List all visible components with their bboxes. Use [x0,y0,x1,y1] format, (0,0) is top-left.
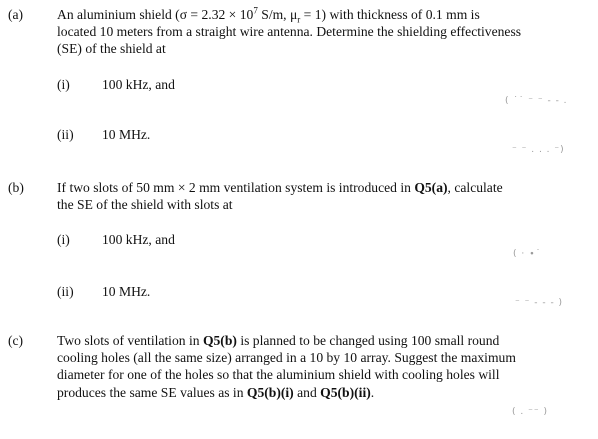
part-c-question-ref: Q5(b) [202,333,237,348]
part-c-line-4-post: . [370,384,375,400]
part-b-question-line-2: the SE of the shield with slots at [57,197,233,213]
permeability-subscript: r [297,14,301,25]
part-a-mark-ii: ⁻ ⁻ . . . ⁻) [512,145,565,155]
part-a-q-mid: S/m, μ [257,7,298,22]
part-b-mark-ii: ⁻ ⁻ - - - ) [515,298,564,308]
part-c-line-4-mid: and [293,384,321,400]
part-c-mark: ( . ⁻⁻ ) [512,407,548,417]
part-b-sub-ii-text: 10 MHz. [102,284,151,299]
part-c-label: (c) [8,333,24,348]
part-b-line-1-pre: If two slots of 50 mm × 2 mm ventilation system is introduced in [57,180,415,195]
part-c-question [57,332,570,401]
part-a-sub-i-label: (i) [57,77,70,92]
part-c-line-1-post: is planned to be changed using 100 small round [236,333,500,348]
part-a-sub-ii-label: (ii) [57,127,74,142]
part-c-question-line-3: diameter for one of the holes so that the aluminium shield with cooling holes will [57,367,500,383]
part-c-question-line-1 [57,332,570,349]
part-c-ref-b-ii: Q5(b)(ii) [320,384,371,400]
part-b-line-1-post: , calculate [447,180,503,195]
part-a-question [57,6,570,58]
part-c-ref-b-i: Q5(b)(i) [246,384,294,400]
conductivity-exponent: 7 [253,5,258,16]
part-c-question-line-2: cooling holes (all the same size) arranged in a 10 by 10 array. Suggest the maximum [57,350,516,366]
part-b-question [57,179,570,213]
part-b-sub-i-text: 100 kHz, and [102,232,175,247]
part-a-q-suffix: = 1) with thickness of 0.1 mm is [300,7,480,22]
part-c-question-line-4 [57,384,570,401]
part-a-question-line-2: located 10 meters from a straight wire antenna. Determine the shielding effectiveness [57,24,522,40]
part-c-line-1-pre: Two slots of ventilation in [57,333,203,348]
part-a-question-line-1 [57,6,570,23]
part-b-label: (b) [8,180,24,195]
part-b-sub-ii-label: (ii) [57,284,74,299]
part-a-sub-ii-text: 10 MHz. [102,127,151,142]
part-b-mark-i: ( · ∙˙ [513,249,542,259]
part-c-line-4-pre: produces the same SE values as in [57,384,247,400]
part-a-q-prefix: An aluminium shield (σ = 2.32 × 10 [57,7,254,22]
part-b-question-line-1 [57,179,570,196]
part-b-sub-i-label: (i) [57,232,70,247]
part-a-sub-i-text: 100 kHz, and [102,77,175,92]
part-b-question-ref: Q5(a) [414,180,448,195]
part-a-mark-i: ( ˙˙ ⁻ ⁻ - - . [505,96,568,106]
part-a-question-line-3: (SE) of the shield at [57,41,166,57]
part-a-label: (a) [8,7,24,22]
